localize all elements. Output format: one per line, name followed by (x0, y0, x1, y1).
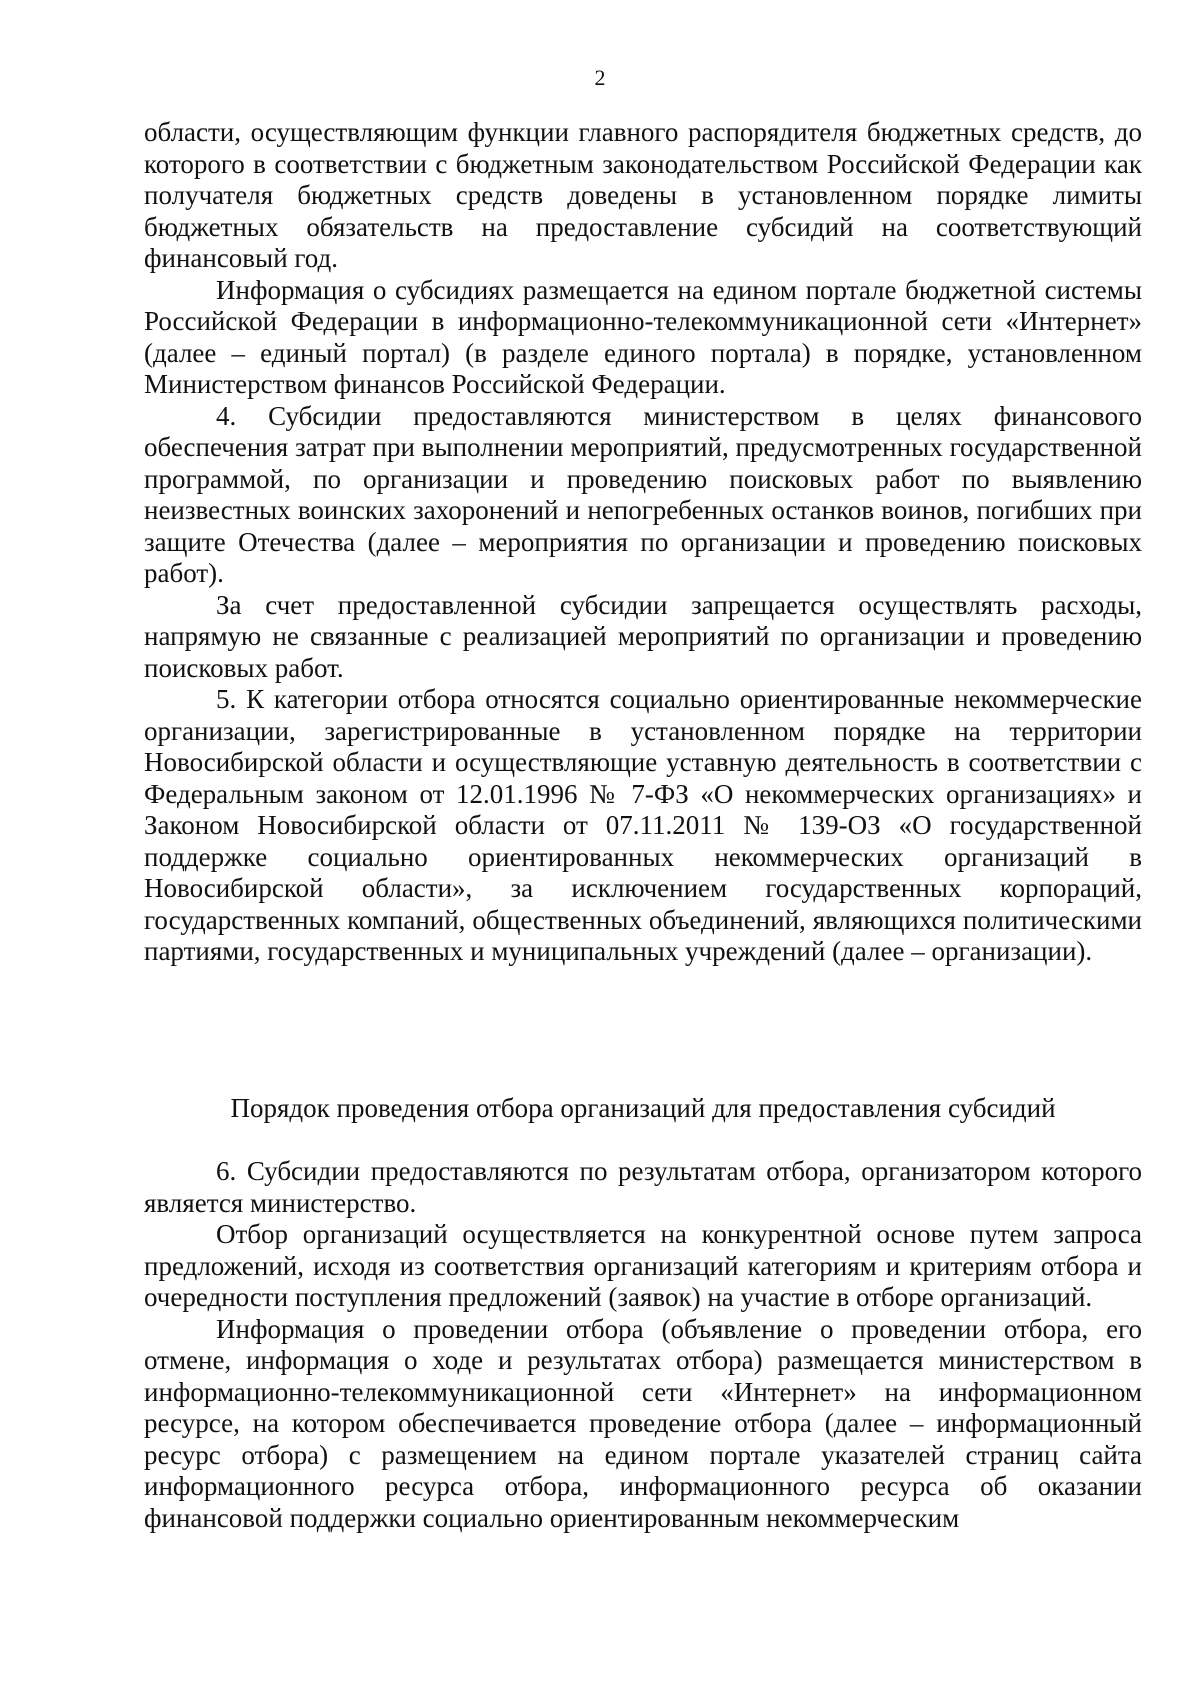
paragraph-clause-6: 6. Субсидии предоставляются по результатам отбора, организатором которого является министерство. (144, 1156, 1142, 1218)
paragraph-clause-4: 4. Субсидии предоставляются министерством в целях финансового обеспечения затрат при выполнении мероприятий, предусмотренных государственной программой, по организации и проведению поисковых работ по выявлению неизвестных воинских захоронений и непогребенных останков воинов, погибших при защите Отечества (далее – мероприятия по организации и проведению поисковых работ). (144, 400, 1142, 588)
page-number: 2 (594, 65, 606, 90)
body-text-bottom (144, 1156, 1142, 1534)
body-text-top (144, 117, 1142, 968)
paragraph-selection-basis: Отбор организаций осуществляется на конкурентной основе путем запроса предложений, исходя из соответствия организаций категориям и критериям отбора и очередности поступления предложений (заявок) на участие в отборе организаций. (144, 1219, 1142, 1312)
paragraph-continuation: области, осуществляющим функции главного распорядителя бюджетных средств, до которого в соответствии с бюджетным законодательством Российской Федерации как получателя бюджетных средств доведены в установленном порядке лимиты бюджетных обязательств на предоставление субсидий на соответствующий финансовый год. (144, 117, 1142, 273)
paragraph-subsidy-info: Информация о субсидиях размещается на едином портале бюджетной системы Российской Федерации в информационно-телекоммуникационной сети «Интернет» (далее – единый портал) (в разделе единого портала) в порядке, установленном Министерством финансов Российской Федерации. (144, 274, 1142, 399)
paragraph-clause-5: 5. К категории отбора относятся социально ориентированные некоммерческие организации, зарегистрированные в установленном порядке на территории Новосибирской области и осуществляющие уставную деятельность в соответствии с Федеральным законом от 12.01.1996 № 7-ФЗ «О некоммерческих организациях» и Законом Новосибирской области от 07.11.2011 № 139-ОЗ «О государственной поддержке социально ориентированных некоммерческих организаций в Новосибирской области», за исключением государственных корпораций, государственных компаний, общественных объединений, являющихся политическими партиями, государственных и муниципальных учреждений (далее – организации). (144, 684, 1142, 966)
paragraph-expense-restriction: За счет предоставленной субсидии запрещается осуществлять расходы, напрямую не связанные с реализацией мероприятий по организации и проведению поисковых работ. (144, 589, 1142, 683)
section-heading: Порядок проведения отбора организаций для предоставления субсидий (230, 1093, 1056, 1123)
paragraph-selection-information: Информация о проведении отбора (объявление о проведении отбора, его отмене, информация о ходе и результатах отбора) размещается министерством в информационно-телекоммуникационной сети «Интернет» на информационном ресурсе, на котором обеспечивается проведение отбора (далее – информационный ресурс отбора) с размещением на едином портале указателей страниц сайта информационного ресурса отбора, информационного ресурса об оказании финансовой поддержки социально ориентированным некоммерческим (144, 1313, 1142, 1533)
